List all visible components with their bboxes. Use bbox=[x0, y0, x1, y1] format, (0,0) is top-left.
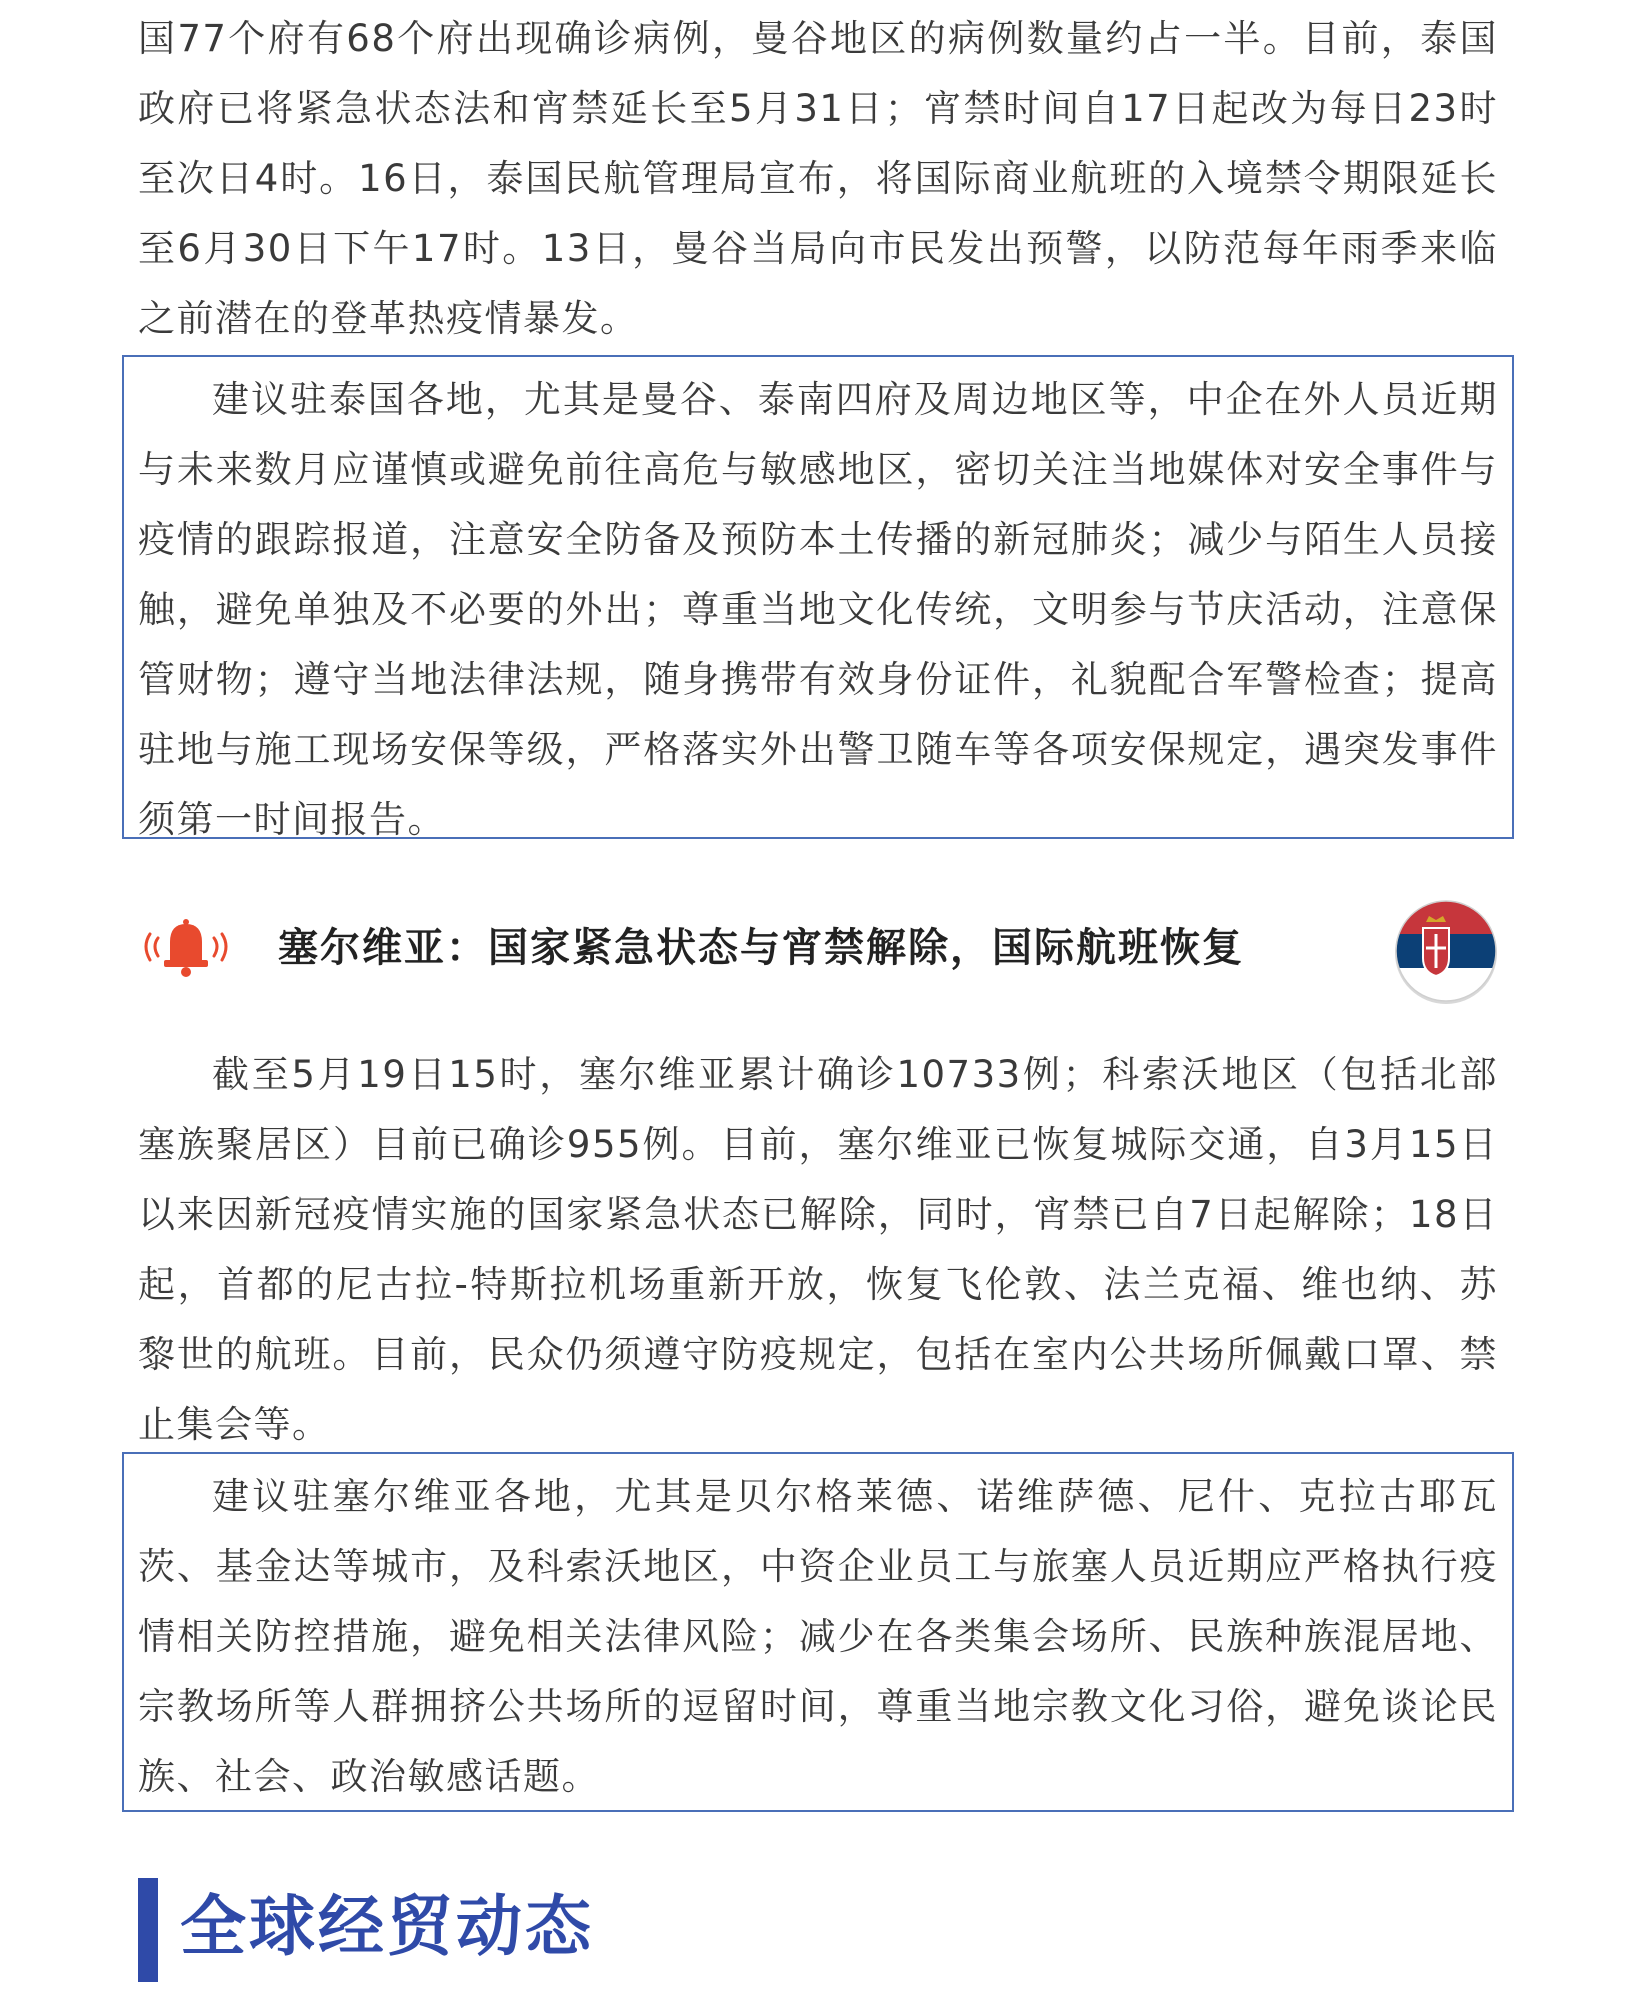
section-accent-bar bbox=[138, 1878, 158, 1982]
serbia-paragraph: 截至5月19日15时，塞尔维亚累计确诊10733例；科索沃地区（包括北部塞族聚居区）目前已确诊955例。目前，塞尔维亚已恢复城际交通，自3月15日以来因新冠疫情实施的国家紧急状态已解除，同时，宵禁已自7日起解除；18日起，首都的尼古拉-特斯拉机场重新开放，恢复飞伦敦、法兰克福、维也纳、苏黎世的航班。目前，民众仍须遵守防疫规定，包括在室内公共场所佩戴口罩、禁止集会等。 bbox=[138, 1053, 1498, 1446]
alarm-bell-icon bbox=[138, 916, 234, 980]
thailand-advice-text: 建议驻泰国各地，尤其是曼谷、泰南四府及周边地区等，中企在外人员近期与未来数月应谨慎或避免前往高危与敏感地区，密切关注当地媒体对安全事件与疫情的跟踪报道，注意安全防备及预防本土传播的新冠肺炎；减少与陌生人员接触，避免单独及不必要的外出；尊重当地文化传统，文明参与节庆活动，注意保管财物；遵守当地法律法规，随身携带有效身份证件，礼貌配合军警检查；提高驻地与施工现场安保等级，严格落实外出警卫随车等各项安保规定，遇突发事件须第一时间报告。 bbox=[138, 378, 1498, 841]
serbia-flag-icon bbox=[1393, 898, 1499, 1004]
serbia-section-header bbox=[138, 890, 1518, 1020]
serbia-section-title: 塞尔维亚：国家紧急状态与宵禁解除，国际航班恢复 bbox=[278, 925, 1244, 971]
serbia-advice-text: 建议驻塞尔维亚各地，尤其是贝尔格莱德、诺维萨德、尼什、克拉古耶瓦茨、基金达等城市，及科索沃地区，中资企业员工与旅塞人员近期应严格执行疫情相关防控措施，避免相关法律风险；减少在各类集会场所、民族种族混居地、宗教场所等人群拥挤公共场所的逗留时间，尊重当地宗教文化习俗，避免谈论民族、社会、政治敏感话题。 bbox=[138, 1475, 1498, 1798]
next-section-title: 全球经贸动态 bbox=[180, 1888, 594, 1965]
serbia-advice-box bbox=[122, 1452, 1514, 1812]
thailand-paragraph: 国77个府有68个府出现确诊病例，曼谷地区的病例数量约占一半。目前，泰国政府已将紧急状态法和宵禁延长至5月31日；宵禁时间自17日起改为每日23时至次日4时。16日，泰国民航管理局宣布，将国际商业航班的入境禁令期限延长至6月30日下午17时。13日，曼谷当局向市民发出预警，以防范每年雨季来临之前潜在的登革热疫情暴发。 bbox=[138, 17, 1498, 340]
thailand-advice-box bbox=[122, 355, 1514, 839]
